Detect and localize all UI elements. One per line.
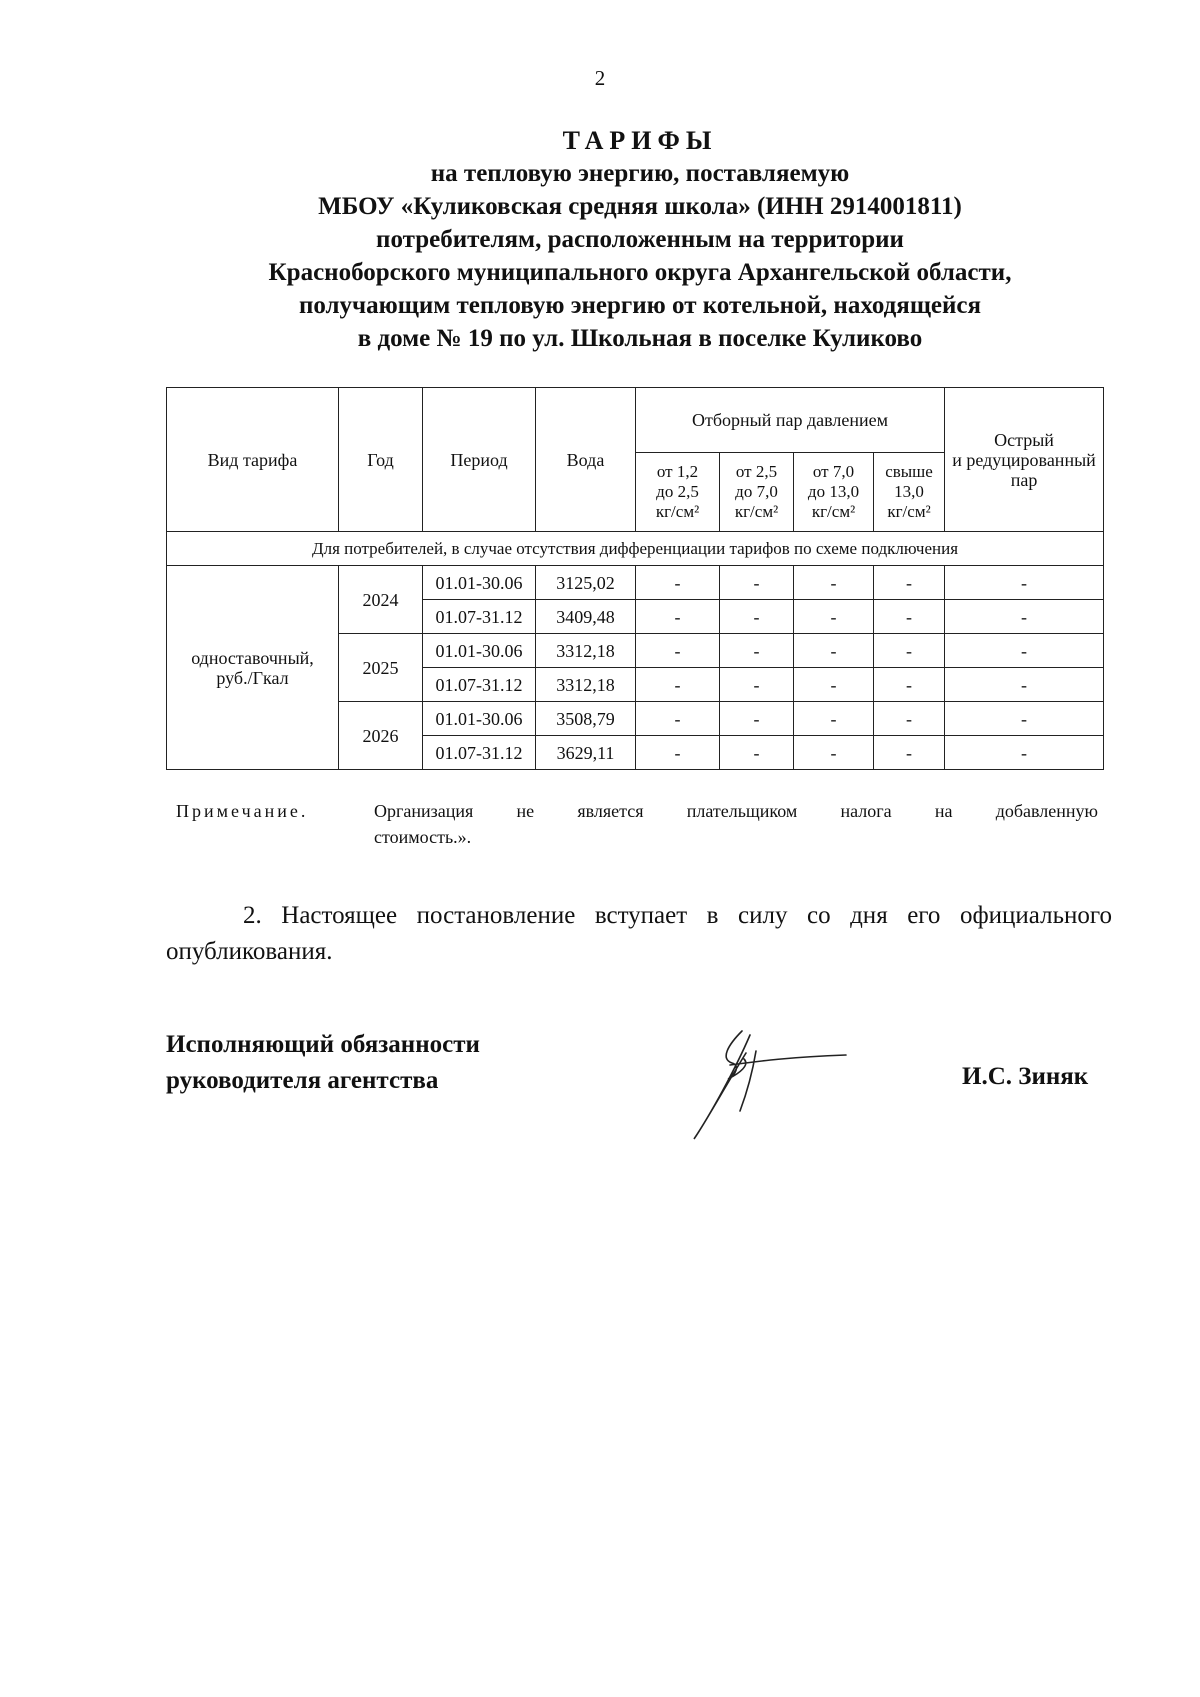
water-cell: 3508,79 [536, 702, 636, 736]
header-steam-line: 13,0 [894, 482, 924, 501]
sharp-steam-cell: - [945, 668, 1104, 702]
header-steam-line: до 7,0 [735, 482, 778, 501]
steam-cell: - [636, 566, 720, 600]
header-steam-line: до 13,0 [807, 482, 860, 501]
header-steam-line: кг/см² [734, 502, 779, 521]
period-cell: 01.01-30.06 [423, 702, 536, 736]
steam-cell: - [874, 600, 945, 634]
steam-cell: - [794, 736, 874, 770]
steam-cell: - [874, 702, 945, 736]
water-cell: 3629,11 [536, 736, 636, 770]
header-steam-line: кг/см² [655, 502, 700, 521]
steam-cell: - [720, 566, 794, 600]
period-cell: 01.01-30.06 [423, 566, 536, 600]
note-word: является [577, 801, 644, 821]
steam-cell: - [720, 702, 794, 736]
sharp-steam-cell: - [945, 736, 1104, 770]
header-steam-line: от 1,2 [656, 462, 699, 481]
steam-cell: - [794, 634, 874, 668]
year-cell: 2026 [339, 702, 423, 770]
steam-cell: - [636, 668, 720, 702]
header-steam-line: до 2,5 [656, 482, 699, 501]
note-word: Организация [374, 801, 474, 821]
tariff-name-line: одноставочный, [191, 647, 314, 668]
period-cell: 01.07-31.12 [423, 736, 536, 770]
title-line: получающим тепловую энергию от котельной, находящейся [298, 292, 982, 319]
header-steam-above-13-0 [874, 453, 945, 532]
note-word: добавленную [995, 801, 1098, 821]
sharp-steam-cell: - [945, 566, 1104, 600]
header-sharp-steam [945, 388, 1104, 532]
signer-name: И.С. Зиняк [962, 1063, 1089, 1090]
note-line: стоимость.». [374, 827, 472, 847]
steam-cell: - [636, 736, 720, 770]
water-cell: 3312,18 [536, 668, 636, 702]
period-cell: 01.07-31.12 [423, 668, 536, 702]
tariff-name-cell [167, 566, 339, 770]
sharp-steam-cell: - [945, 634, 1104, 668]
steam-cell: - [636, 634, 720, 668]
header-steam-2-5-to-7-0 [720, 453, 794, 532]
note-word: не [516, 801, 535, 821]
header-sharp-steam-line: и редуцированный [952, 449, 1096, 470]
period-cell: 01.07-31.12 [423, 600, 536, 634]
header-steam-7-0-to-13-0 [794, 453, 874, 532]
title-line: потребителям, расположенным на территории [376, 226, 904, 253]
steam-cell: - [794, 600, 874, 634]
header-steam-group: Отборный пар давлением [636, 388, 945, 453]
steam-cell: - [794, 566, 874, 600]
title-heading: ТАРИФЫ [562, 126, 718, 155]
steam-cell: - [720, 600, 794, 634]
title-line: МБОУ «Куликовская средняя школа» (ИНН 2914001811) [318, 193, 962, 220]
tariff-table [166, 387, 1104, 770]
document-title [160, 124, 1120, 355]
header-steam-line: кг/см² [811, 502, 856, 521]
note-line [374, 798, 1098, 824]
header-steam-1-2-to-2-5 [636, 453, 720, 532]
signer-position [166, 1027, 480, 1099]
steam-cell: - [636, 702, 720, 736]
note-text [374, 798, 1098, 850]
header-tariff-type: Вид тарифа [167, 388, 339, 532]
steam-cell: - [874, 668, 945, 702]
table-subheader: Для потребителей, в случае отсутствия дифференциации тарифов по схеме подключения [167, 532, 1104, 566]
tariff-name-line: руб./Гкал [216, 667, 289, 688]
steam-cell: - [720, 668, 794, 702]
header-water: Вода [536, 388, 636, 532]
steam-cell: - [874, 566, 945, 600]
steam-cell: - [874, 736, 945, 770]
water-cell: 3312,18 [536, 634, 636, 668]
signer-position-line: руководителя агентства [166, 1067, 439, 1094]
resolution-paragraph: 2. Настоящее постановление вступает в силу со дня его официального опубликования. [166, 902, 1112, 965]
steam-cell: - [794, 668, 874, 702]
header-year: Год [339, 388, 423, 532]
note-word: налога [840, 801, 892, 821]
steam-cell: - [636, 600, 720, 634]
header-steam-line: от 7,0 [812, 462, 855, 481]
period-cell: 01.01-30.06 [423, 634, 536, 668]
water-cell: 3125,02 [536, 566, 636, 600]
title-line: на тепловую энергию, поставляемую [430, 160, 850, 187]
steam-cell: - [720, 736, 794, 770]
header-period: Период [423, 388, 536, 532]
title-line: Красноборского муниципального округа Архангельской области, [268, 259, 1012, 286]
sharp-steam-cell: - [945, 600, 1104, 634]
water-cell: 3409,48 [536, 600, 636, 634]
signer-position-line: Исполняющий обязанности [166, 1031, 480, 1058]
steam-cell: - [720, 634, 794, 668]
note-label: Примечание. [176, 801, 309, 821]
header-steam-line: от 2,5 [735, 462, 778, 481]
page-number: 2 [594, 66, 606, 90]
handwritten-signature [680, 1025, 850, 1145]
note-word: на [934, 801, 953, 821]
year-cell: 2025 [339, 634, 423, 702]
table-row [167, 566, 1104, 600]
header-steam-line: кг/см² [887, 502, 931, 521]
steam-cell: - [874, 634, 945, 668]
note-word: плательщиком [686, 801, 798, 821]
sharp-steam-cell: - [945, 702, 1104, 736]
header-steam-line: свыше [885, 462, 933, 481]
year-cell: 2024 [339, 566, 423, 634]
header-sharp-steam-line: пар [1010, 469, 1038, 490]
steam-cell: - [794, 702, 874, 736]
header-sharp-steam-line: Острый [994, 429, 1054, 450]
title-line: в доме № 19 по ул. Школьная в поселке Куликово [357, 325, 923, 352]
